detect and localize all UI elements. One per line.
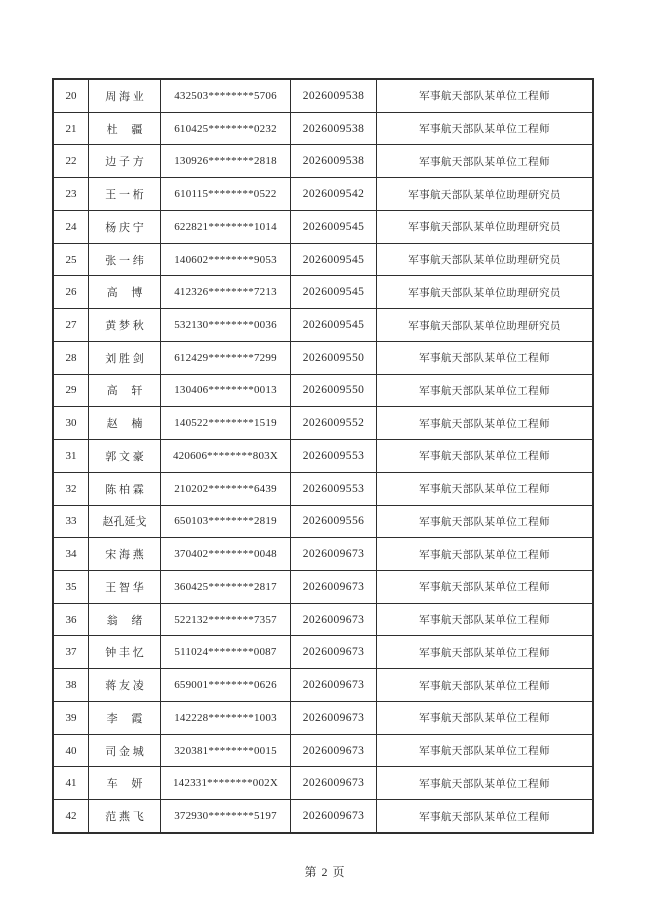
- admission-code-cell: 2026009673: [291, 636, 377, 668]
- position-cell: 军事航天部队某单位工程师: [419, 418, 550, 430]
- name-cell: 高 轩: [89, 375, 161, 407]
- page-number-footer: 第 2 页: [304, 865, 346, 879]
- row-number-cell: 33: [54, 506, 89, 538]
- table-row: [54, 506, 592, 539]
- name-cell: 范 燕 飞: [89, 800, 161, 832]
- position-cell: 军事航天部队某单位工程师: [419, 647, 550, 659]
- name-cell: 李 霞: [89, 702, 161, 734]
- name-cell: 杨 庆 宁: [89, 211, 161, 243]
- admission-code-cell: 2026009538: [291, 80, 377, 112]
- id-number-cell: 420606********803X: [161, 440, 291, 472]
- id-number-cell: 370402********0048: [161, 538, 291, 570]
- id-number-cell: 130406********0013: [161, 375, 291, 407]
- id-number-cell: 432503********5706: [161, 80, 291, 112]
- row-number-cell: 32: [54, 473, 89, 505]
- admission-code-cell: 2026009673: [291, 800, 377, 832]
- position-cell: 军事航天部队某单位工程师: [419, 484, 550, 496]
- position-cell: 军事航天部队某单位工程师: [419, 746, 550, 758]
- position-cell: 军事航天部队某单位助理研究员: [408, 320, 561, 332]
- row-number-cell: 27: [54, 309, 89, 341]
- table-row: [54, 767, 592, 800]
- name-cell: 王 智 华: [89, 571, 161, 603]
- table-row: [54, 669, 592, 702]
- name-cell: 郭 文 豪: [89, 440, 161, 472]
- admission-code-cell: 2026009545: [291, 309, 377, 341]
- name-cell: 杜 疆: [89, 113, 161, 145]
- admission-code-cell: 2026009673: [291, 571, 377, 603]
- row-number-cell: 30: [54, 407, 89, 439]
- name-cell: 刘 胜 剑: [89, 342, 161, 374]
- row-number-cell: 38: [54, 669, 89, 701]
- id-number-cell: 130926********2818: [161, 145, 291, 177]
- id-number-cell: 532130********0036: [161, 309, 291, 341]
- row-number-cell: 36: [54, 604, 89, 636]
- id-number-cell: 622821********1014: [161, 211, 291, 243]
- id-number-cell: 210202********6439: [161, 473, 291, 505]
- position-cell: 军事航天部队某单位助理研究员: [408, 255, 561, 267]
- name-cell: 车 妍: [89, 767, 161, 799]
- row-number-cell: 26: [54, 276, 89, 308]
- id-number-cell: 360425********2817: [161, 571, 291, 603]
- row-number-cell: 25: [54, 244, 89, 276]
- row-number-cell: 34: [54, 538, 89, 570]
- table-row: [54, 113, 592, 146]
- admission-code-cell: 2026009673: [291, 669, 377, 701]
- table-row: [54, 538, 592, 571]
- table-row: [54, 440, 592, 473]
- table-row: [54, 145, 592, 178]
- admission-code-cell: 2026009542: [291, 178, 377, 210]
- admission-code-cell: 2026009538: [291, 145, 377, 177]
- table-row: [54, 244, 592, 277]
- row-number-cell: 40: [54, 735, 89, 767]
- admission-code-cell: 2026009673: [291, 735, 377, 767]
- row-number-cell: 22: [54, 145, 89, 177]
- admission-code-cell: 2026009545: [291, 211, 377, 243]
- table-row: [54, 800, 592, 832]
- position-cell: 军事航天部队某单位工程师: [419, 91, 550, 103]
- table-row: [54, 178, 592, 211]
- id-number-cell: 142228********1003: [161, 702, 291, 734]
- position-cell: 军事航天部队某单位工程师: [419, 353, 550, 365]
- id-number-cell: 612429********7299: [161, 342, 291, 374]
- row-number-cell: 21: [54, 113, 89, 145]
- name-cell: 边 子 方: [89, 145, 161, 177]
- position-cell: 军事航天部队某单位工程师: [419, 549, 550, 561]
- id-number-cell: 412326********7213: [161, 276, 291, 308]
- table-row: [54, 473, 592, 506]
- row-number-cell: 29: [54, 375, 89, 407]
- name-cell: 钟 丰 忆: [89, 636, 161, 668]
- row-number-cell: 31: [54, 440, 89, 472]
- admission-code-cell: 2026009556: [291, 506, 377, 538]
- id-number-cell: 610425********0232: [161, 113, 291, 145]
- admission-code-cell: 2026009538: [291, 113, 377, 145]
- name-cell: 张 一 纬: [89, 244, 161, 276]
- id-number-cell: 140522********1519: [161, 407, 291, 439]
- name-cell: 高 博: [89, 276, 161, 308]
- table-row: [54, 604, 592, 637]
- admission-code-cell: 2026009552: [291, 407, 377, 439]
- position-cell: 军事航天部队某单位工程师: [419, 615, 550, 627]
- admission-code-cell: 2026009673: [291, 767, 377, 799]
- position-cell: 军事航天部队某单位工程师: [419, 680, 550, 692]
- name-cell: 蒋 友 凌: [89, 669, 161, 701]
- name-cell: 王 一 桁: [89, 178, 161, 210]
- id-number-cell: 511024********0087: [161, 636, 291, 668]
- table-row: [54, 211, 592, 244]
- name-cell: 赵孔延戈: [89, 506, 161, 538]
- id-number-cell: 610115********0522: [161, 178, 291, 210]
- row-number-cell: 28: [54, 342, 89, 374]
- table-row: [54, 407, 592, 440]
- admission-code-cell: 2026009553: [291, 440, 377, 472]
- table-row: [54, 571, 592, 604]
- table-row: [54, 702, 592, 735]
- position-cell: 军事航天部队某单位工程师: [419, 811, 550, 823]
- admission-code-cell: 2026009553: [291, 473, 377, 505]
- position-cell: 军事航天部队某单位工程师: [419, 582, 550, 594]
- position-cell: 军事航天部队某单位助理研究员: [408, 287, 561, 299]
- id-number-cell: 522132********7357: [161, 604, 291, 636]
- row-number-cell: 24: [54, 211, 89, 243]
- position-cell: 军事航天部队某单位工程师: [419, 385, 550, 397]
- name-cell: 宋 海 燕: [89, 538, 161, 570]
- table-row: [54, 636, 592, 669]
- row-number-cell: 41: [54, 767, 89, 799]
- position-cell: 军事航天部队某单位工程师: [419, 713, 550, 725]
- position-cell: 军事航天部队某单位工程师: [419, 124, 550, 136]
- table-row: [54, 309, 592, 342]
- position-cell: 军事航天部队某单位助理研究员: [408, 189, 561, 201]
- name-cell: 黄 梦 秋: [89, 309, 161, 341]
- row-number-cell: 23: [54, 178, 89, 210]
- position-cell: 军事航天部队某单位助理研究员: [408, 222, 561, 234]
- admission-code-cell: 2026009673: [291, 538, 377, 570]
- table-row: [54, 342, 592, 375]
- row-number-cell: 42: [54, 800, 89, 832]
- admission-code-cell: 2026009550: [291, 342, 377, 374]
- row-number-cell: 39: [54, 702, 89, 734]
- id-number-cell: 320381********0015: [161, 735, 291, 767]
- name-cell: 赵 楠: [89, 407, 161, 439]
- id-number-cell: 372930********5197: [161, 800, 291, 832]
- admission-code-cell: 2026009550: [291, 375, 377, 407]
- position-cell: 军事航天部队某单位工程师: [419, 451, 550, 463]
- name-cell: 司 金 城: [89, 735, 161, 767]
- table-row: [54, 735, 592, 768]
- admission-code-cell: 2026009673: [291, 702, 377, 734]
- id-number-cell: 659001********0626: [161, 669, 291, 701]
- name-cell: 陈 柏 霖: [89, 473, 161, 505]
- row-number-cell: 35: [54, 571, 89, 603]
- admission-code-cell: 2026009545: [291, 276, 377, 308]
- row-number-cell: 37: [54, 636, 89, 668]
- id-number-cell: 140602********9053: [161, 244, 291, 276]
- table-row: [54, 80, 592, 113]
- position-cell: 军事航天部队某单位工程师: [419, 156, 550, 168]
- table-row: [54, 375, 592, 408]
- id-number-cell: 142331********002X: [161, 767, 291, 799]
- position-cell: 军事航天部队某单位工程师: [419, 516, 550, 528]
- admission-code-cell: 2026009545: [291, 244, 377, 276]
- table-row: [54, 276, 592, 309]
- admission-code-cell: 2026009673: [291, 604, 377, 636]
- personnel-roster-table: [52, 78, 594, 834]
- id-number-cell: 650103********2819: [161, 506, 291, 538]
- row-number-cell: 20: [54, 80, 89, 112]
- name-cell: 周 海 业: [89, 80, 161, 112]
- name-cell: 翁 绪: [89, 604, 161, 636]
- position-cell: 军事航天部队某单位工程师: [419, 778, 550, 790]
